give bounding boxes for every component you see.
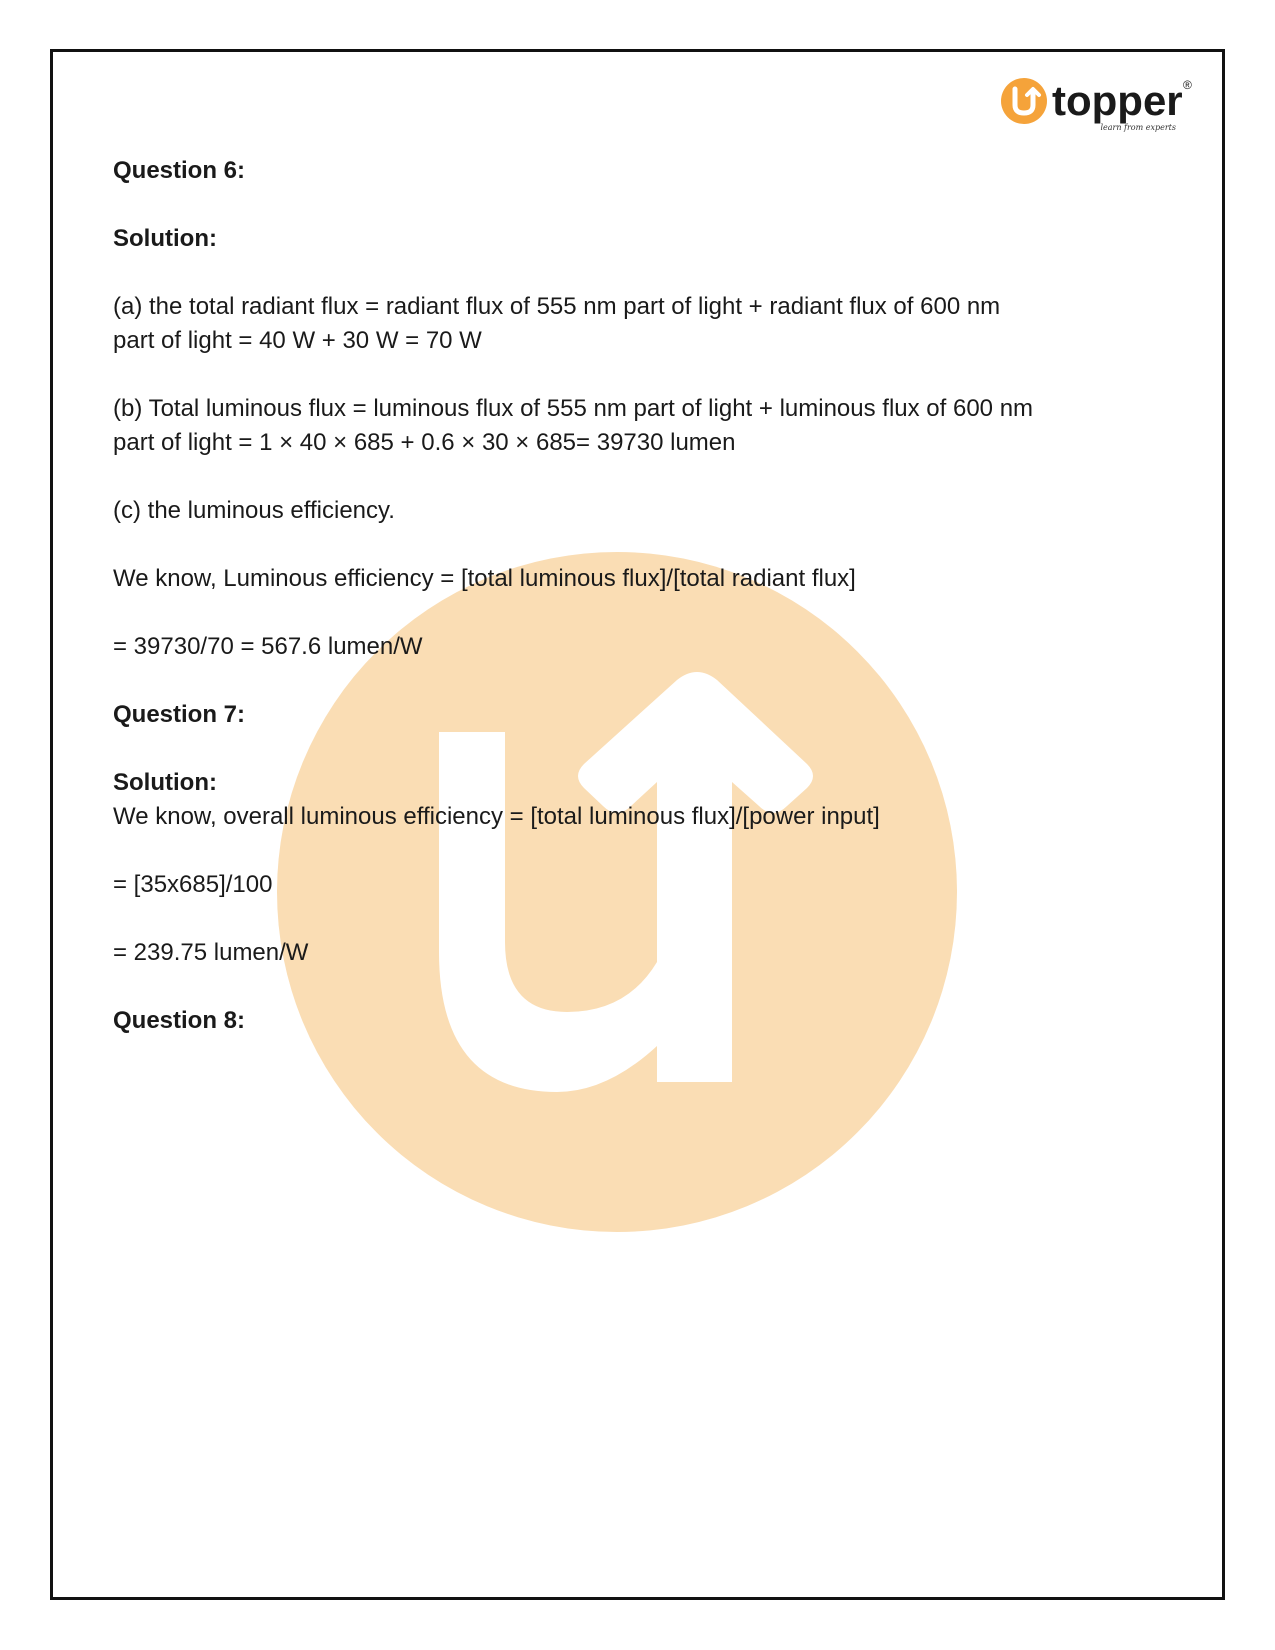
question-7-heading: Question 7: (113, 701, 246, 728)
question-6-part-b-line-1: (b) Total luminous flux = luminous flux of 555 nm part of light + luminous flux of 600 nm (113, 395, 1034, 422)
question-6-heading: Question 6: (113, 157, 246, 184)
question-6-part-a-line-1: (a) the total radiant flux = radiant flux of 555 nm part of light + radiant flux of 600 nm (113, 293, 1001, 320)
question-6-result-line: = 39730/70 = 567.6 lumen/W (113, 633, 423, 660)
logo-wordmark: topper (1052, 77, 1183, 124)
question-6-solution-heading: Solution: (113, 225, 217, 252)
question-7-solution-heading: Solution: (113, 769, 217, 796)
question-8-heading: Question 8: (113, 1007, 246, 1034)
question-6-formula-line: We know, Luminous efficiency = [total luminous flux]/[total radiant flux] (113, 565, 856, 592)
topper-logo (1000, 75, 1200, 139)
question-7-result-line: = 239.75 lumen/W (113, 939, 309, 966)
question-7-calculation-line: = [35x685]/100 (113, 871, 273, 898)
registered-mark: ® (1183, 78, 1192, 92)
question-7-formula-line: We know, overall luminous efficiency = [total luminous flux]/[power input] (113, 803, 880, 830)
question-6-part-a-line-2: part of light = 40 W + 30 W = 70 W (113, 327, 482, 354)
question-6-part-b-line-2: part of light = 1 × 40 × 685 + 0.6 × 30 × 685= 39730 lumen (113, 429, 736, 456)
question-6-part-c-line: (c) the luminous efficiency. (113, 497, 395, 524)
logo-badge-icon (1001, 78, 1047, 124)
logo-tagline: learn from experts (1100, 123, 1176, 132)
